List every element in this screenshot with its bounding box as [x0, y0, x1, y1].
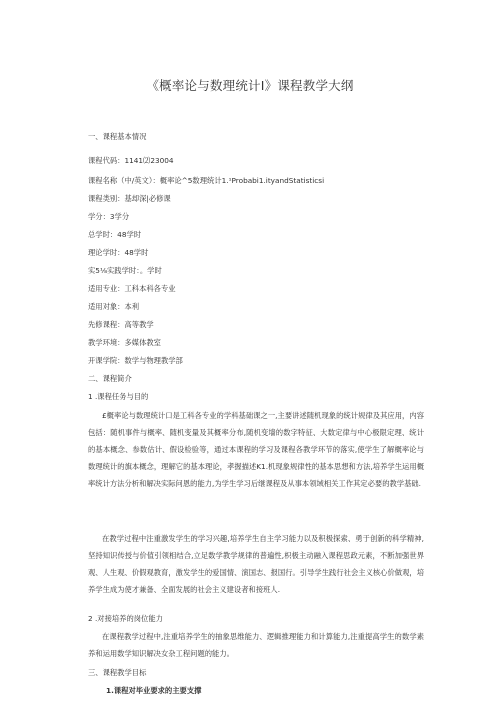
section-heading-intro: 二、课程简介	[88, 374, 132, 383]
subheading-graduation-support: 1.课程对毕业要求的主要支撑	[106, 686, 202, 695]
paragraph-teaching-approach: 在教学过程中注重激发学生的学习兴趣,培养学生自主学习能力以及积极探索、勇于创新的科学精神,坚持知识传授与价值引领相结合,立足数学教学规律的普遍性,枳极主动融入课程思政元素，不断加强世界观、人生观、价假观教育，激发学生的爱国情、演国志、报国行。引导学生践行社会主义核心价做观，培养学生成为使才兼备、全面发展的社会主义建设者和接班人.	[88, 534, 424, 594]
course-code: 课程代码：1141⑵23004	[88, 156, 174, 165]
subheading-job-ability: 2 .对接培养的岗位能力	[88, 614, 163, 623]
section-heading-objectives: 三、课程教学目标	[88, 668, 147, 677]
paragraph-course-description: £概率论与数理统计口是工科各专业的学科基础课之一,主要讲述随机现象的统计规律及其应用，内容包括：随机事件与概率、随机变量及其概率分布,随机变墙的数字特征、大数定律与中心极限定理、统计的基本概念、参数估计、假设检验等，通过本课程的学习及课程各教学环节的落实,使学生了解概率论与数理统计的旗本概念，理解它的基本理论，孝握描述K1.机现象规律性的基本思想和方法,培养学生运用概率统计方法分析和解决实际问恩的能力,为学生学习后继课程及从事本领域相关工作其定必要的教学基础.	[88, 411, 424, 488]
section-heading-basic-info: 一、课程基本情况	[88, 132, 147, 141]
course-category: 课程类别：基却深|必修课	[88, 194, 171, 203]
course-college: 开课学院：数学与物理教学部	[88, 356, 183, 365]
course-prerequisite: 先修课程：高等教学	[88, 320, 154, 329]
course-audience: 适用对象：本利	[88, 302, 140, 311]
course-total-hours: 总学时：48学时	[88, 230, 142, 239]
course-environment: 教学环境：多媒体教室	[88, 338, 161, 347]
paragraph-ability-cultivation: 在课程教学过程中,注重培养学生的抽象思维能力、逻辑推理能力和计算能力,注重提高学生的数学素养和运用数学知识解决女杂工程问题的能力。	[88, 632, 424, 658]
document-title: 《概率论与数理统计Ⅰ》课程教学大纲	[146, 78, 354, 93]
course-credits: 学分：3学分	[88, 212, 130, 221]
course-theory-hours: 理论学时：48学时	[88, 248, 149, 257]
course-majors: 适用专业：工科本科各专业	[88, 284, 176, 293]
course-practice-hours: 实5⅛实践学时：。学时	[88, 266, 162, 275]
course-name: 课程名称（中/英文）：概率论^5数理统计1.¹Probabi1.ityandStatisticsi	[88, 176, 325, 185]
subheading-task-purpose: 1 .课程任务与目的	[88, 392, 149, 401]
